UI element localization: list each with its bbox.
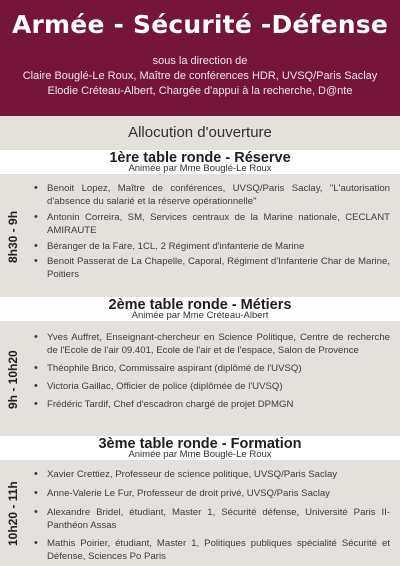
list-item: • Théophile Brico, Commissaire aspirant (diplômé de l'UVSQ)	[34, 362, 390, 375]
session-2-list	[34, 331, 390, 411]
list-item: • Xavier Crettiez, Professeur de science politique, UVSQ/Paris Saclay	[34, 468, 390, 481]
list-item: • Anne-Valerie Le Fur, Professeur de droit privé, UVSQ/Paris Saclay	[34, 487, 390, 500]
list-item: • Béranger de la Fare, 1CL, 2 Régiment d'infanterie de Marine	[34, 240, 390, 253]
session-1-list	[34, 182, 390, 281]
list-item: • Victoria Gaillac, Officier de police (diplômée de l'UVSQ)	[34, 380, 390, 393]
director-1: Claire Bouglé-Le Roux, Maître de conférences HDR, UVSQ/Paris Saclay	[22, 70, 378, 82]
session-1-title: 1ère table ronde - Réserve	[109, 150, 291, 166]
list-item: • Antonin Correira, SM, Services centraux de la Marine nationale, CECLANT AMIRAUTE	[34, 211, 390, 237]
page-title: Armée - Sécurité -Défense	[11, 10, 389, 39]
session-2-title: 2ème table ronde - Métiers	[108, 297, 292, 313]
session-3-list	[34, 468, 390, 563]
list-item: • Benoit Passerat de La Chapelle, Caporal, Régiment d'Infanterie Char de Marine, Poitiers	[34, 255, 390, 281]
session-1-time: 8h30 - 9h	[6, 210, 20, 264]
direction-label: sous la direction de	[152, 55, 248, 67]
session-3-animator: Animée par Mme Bouglé-Le Roux	[128, 449, 272, 460]
director-2: Elodie Créteau-Albert, Chargée d'appui à la recherche, D@nte	[47, 85, 353, 97]
header-banner	[0, 0, 400, 116]
session-1-animator: Animée par Mme Bouglé-Le Roux	[128, 163, 272, 174]
list-item: • Mathis Poirier, étudiant, Master 1, Politiques publiques spécialité Sécurité et Défense, Sciences Po Paris	[34, 537, 390, 563]
list-item: • Benoit Lopez, Maître de conférences, UVSQ/Paris Saclay, "L'autorisation d'absence du salarié et la réserve opérationnelle"	[34, 182, 390, 208]
list-item: • Yves Auffret, Enseignant-chercheur en Science Politique, Centre de recherche de l'Ecole de l'air 09.401, Ecole de l'air et de l'espace, Salon de Provence	[34, 331, 390, 357]
list-item: • Frédéric Tardif, Chef d'escadron chargé de projet DPMGN	[34, 398, 390, 411]
session-3-title: 3ème table ronde - Formation	[98, 436, 302, 452]
session-2-time: 9h - 10h20	[6, 350, 20, 410]
session-2-animator: Animée par Mme Créteau-Albert	[131, 310, 269, 321]
list-item: • Alexandre Bridel, étudiant, Master 1, Sécurité défense, Université Paris II-Panthéon Assas	[34, 506, 390, 532]
session-3-time: 10h20 - 11h	[6, 481, 20, 547]
opening-speech: Allocution d'ouverture	[128, 124, 272, 141]
